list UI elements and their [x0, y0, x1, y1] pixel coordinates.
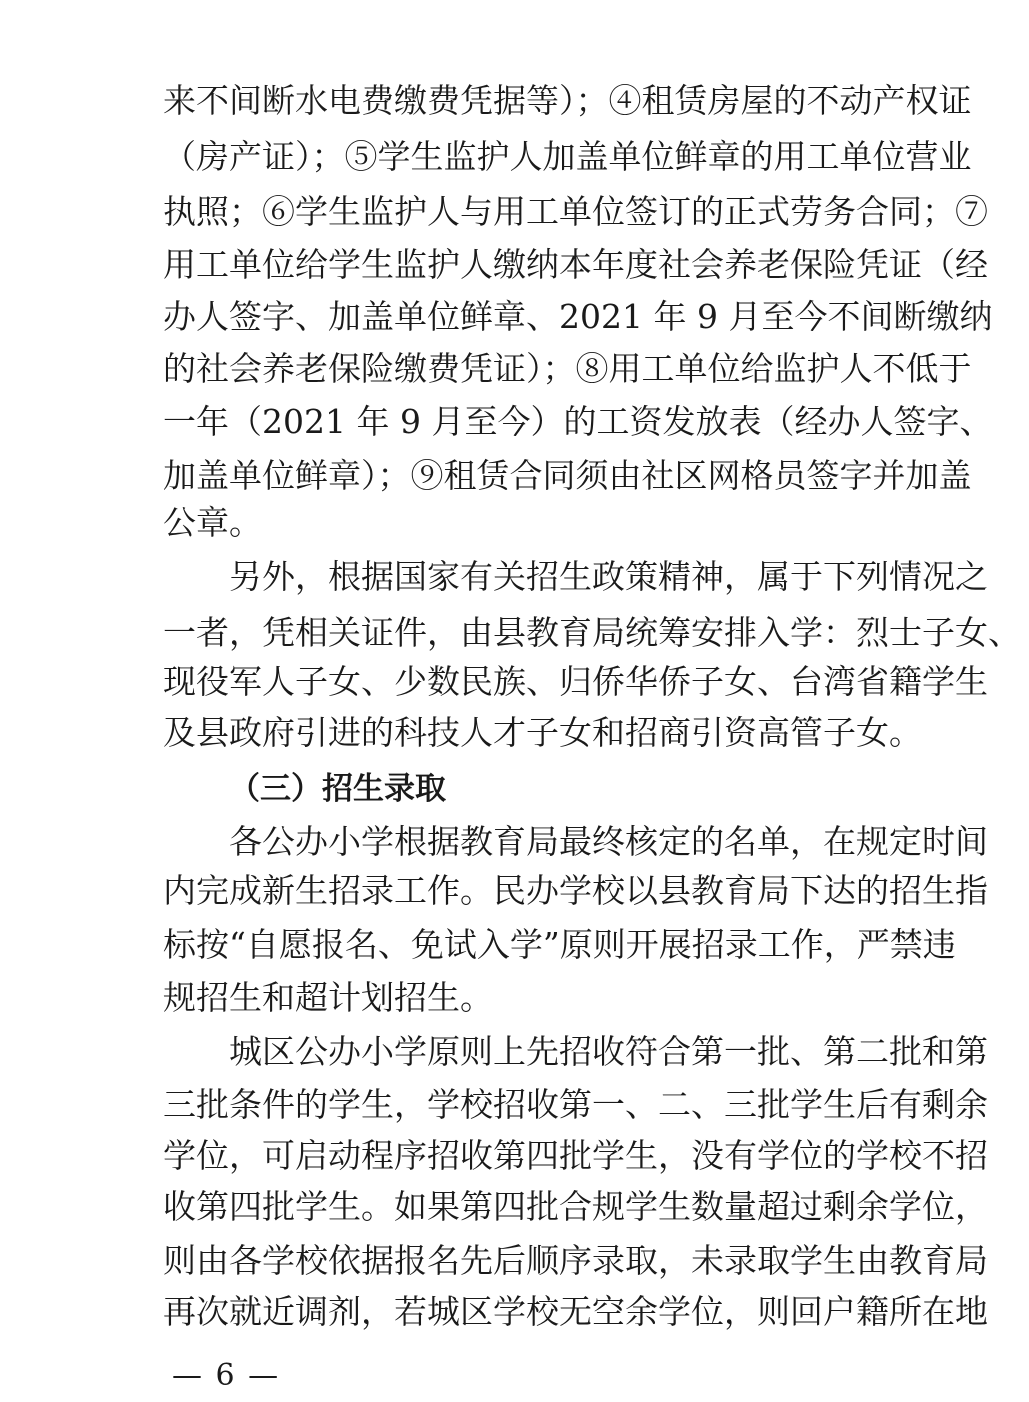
paragraph-first-line: 另外，根据国家有关招生政策精神，属于下列情况之	[229, 557, 988, 596]
page-number: — 6 —	[172, 1358, 281, 1393]
body-line: 规招生和超计划招生。	[163, 978, 493, 1017]
body-line: 学位，可启动程序招收第四批学生，没有学位的学校不招	[163, 1136, 988, 1175]
body-line: 则由各学校依据报名先后顺序录取，未录取学生由教育局	[163, 1241, 988, 1280]
body-line: 现役军人子女、少数民族、归侨华侨子女、台湾省籍学生	[163, 662, 988, 701]
body-line: 一者，凭相关证件，由县教育局统筹安排入学：烈士子女、	[163, 613, 1021, 652]
body-line: 办人签字、加盖单位鲜章、2021 年 9 月至今不间断缴纳	[163, 297, 993, 336]
body-line: 再次就近调剂，若城区学校无空余学位，则回户籍所在地	[163, 1292, 988, 1331]
paragraph-first-line: 各公办小学根据教育局最终核定的名单，在规定时间	[229, 822, 988, 861]
body-line: 收第四批学生。如果第四批合规学生数量超过剩余学位，	[163, 1187, 988, 1226]
body-line: 加盖单位鲜章）；⑨租赁合同须由社区网格员签字并加盖	[163, 456, 972, 495]
body-line: 的社会养老保险缴费凭证）；⑧用工单位给监护人不低于	[163, 349, 972, 388]
body-line: 公章。	[163, 503, 262, 542]
body-line: （房产证）；⑤学生监护人加盖单位鲜章的用工单位营业	[163, 137, 972, 176]
body-line: 三批条件的学生，学校招收第一、二、三批学生后有剩余	[163, 1085, 988, 1124]
body-line: 来不间断水电费缴费凭据等）；④租赁房屋的不动产权证	[163, 81, 972, 120]
body-line: 及县政府引进的科技人才子女和招商引资高管子女。	[163, 713, 922, 752]
body-line: 一年（2021 年 9 月至今）的工资发放表（经办人签字、	[163, 402, 993, 441]
body-line: 标按“自愿报名、免试入学”原则开展招录工作，严禁违	[163, 925, 956, 964]
paragraph-first-line: 城区公办小学原则上先招收符合第一批、第二批和第	[229, 1032, 988, 1071]
body-line: 内完成新生招录工作。民办学校以县教育局下达的招生指	[163, 871, 988, 910]
body-line: 执照；⑥学生监护人与用工单位签订的正式劳务合同；⑦	[163, 192, 988, 231]
section-heading: （三）招生录取	[229, 771, 446, 807]
body-line: 用工单位给学生监护人缴纳本年度社会养老保险凭证（经	[163, 245, 988, 284]
